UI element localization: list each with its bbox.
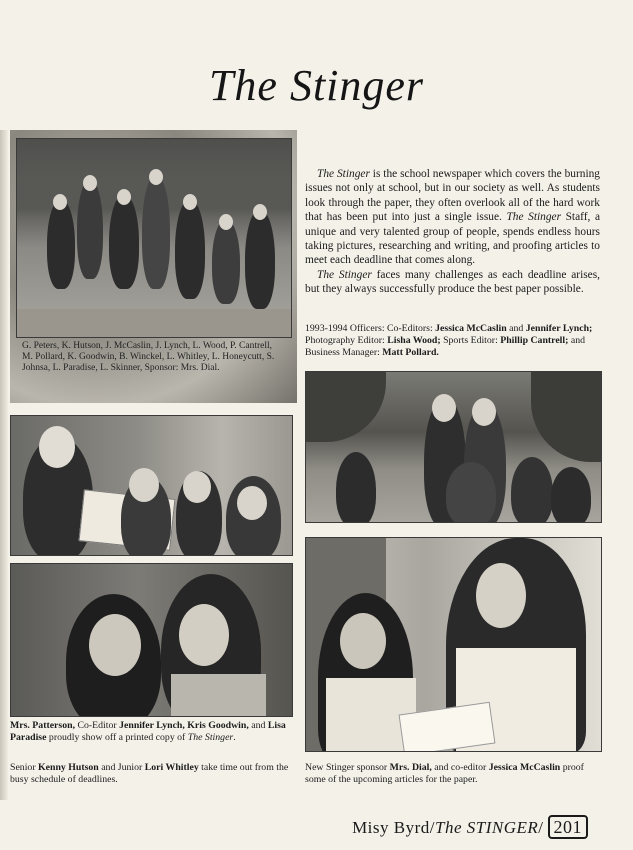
page-binding-edge	[0, 130, 8, 800]
couple-photo-caption: Senior Kenny Hutson and Junior Lori Whitley take time out from the busy schedule of deadlines.	[10, 762, 289, 785]
officers-list: 1993-1994 Officers: Co-Editors: Jessica McCaslin and Jennifer Lynch; Photography Editor: Lisha Wood; Sports Editor: Phillip Cantrell; and Business Manager: Matt Pollard.	[305, 323, 593, 358]
page-number: 201	[548, 815, 589, 839]
staff-outdoor-photo	[305, 371, 602, 523]
article-paragraph-1: The Stinger is the school newspaper which covers the burning issues not only at school, but in our society as well. As students look through the paper, they often overlook all of the hard work that has been put into just a single issue. The Stinger Staff, a unique and very talented group of people, spends endless hours taking pictures, researching and writing, and proofing articles to meet each deadline that comes along.	[305, 168, 601, 267]
group-photo-caption: G. Peters, K. Hutson, J. McCaslin, J. Lynch, L. Wood, P. Cantrell, M. Pollard, K. Goodwin, B. Winckel, L. Whitley, L. Honeycutt, S. Johnsa, L. Paradise, L. Skinner, Sponsor: Mrs. Dial.	[22, 341, 275, 373]
proofing-photo	[305, 537, 602, 752]
page-title: The Stinger	[208, 61, 425, 110]
article-body	[305, 167, 600, 297]
newspaper-photo-caption: Mrs. Patterson, Co-Editor Jennifer Lynch, Kris Goodwin, and Lisa Paradise proudly show off a printed copy of The Stinger.	[10, 720, 286, 743]
couple-photo	[10, 563, 293, 717]
page-footer: Misy Byrd/The STINGER/ 201	[352, 815, 588, 839]
proofing-photo-caption: New Stinger sponsor Mrs. Dial, and co-editor Jessica McCaslin proof some of the upcoming articles for the paper.	[305, 762, 584, 785]
article-paragraph-2: The Stinger faces many challenges as each deadline arises, but they always successfully produce the best paper possible.	[305, 268, 600, 296]
newspaper-photo	[10, 415, 293, 556]
group-photo	[16, 138, 292, 338]
